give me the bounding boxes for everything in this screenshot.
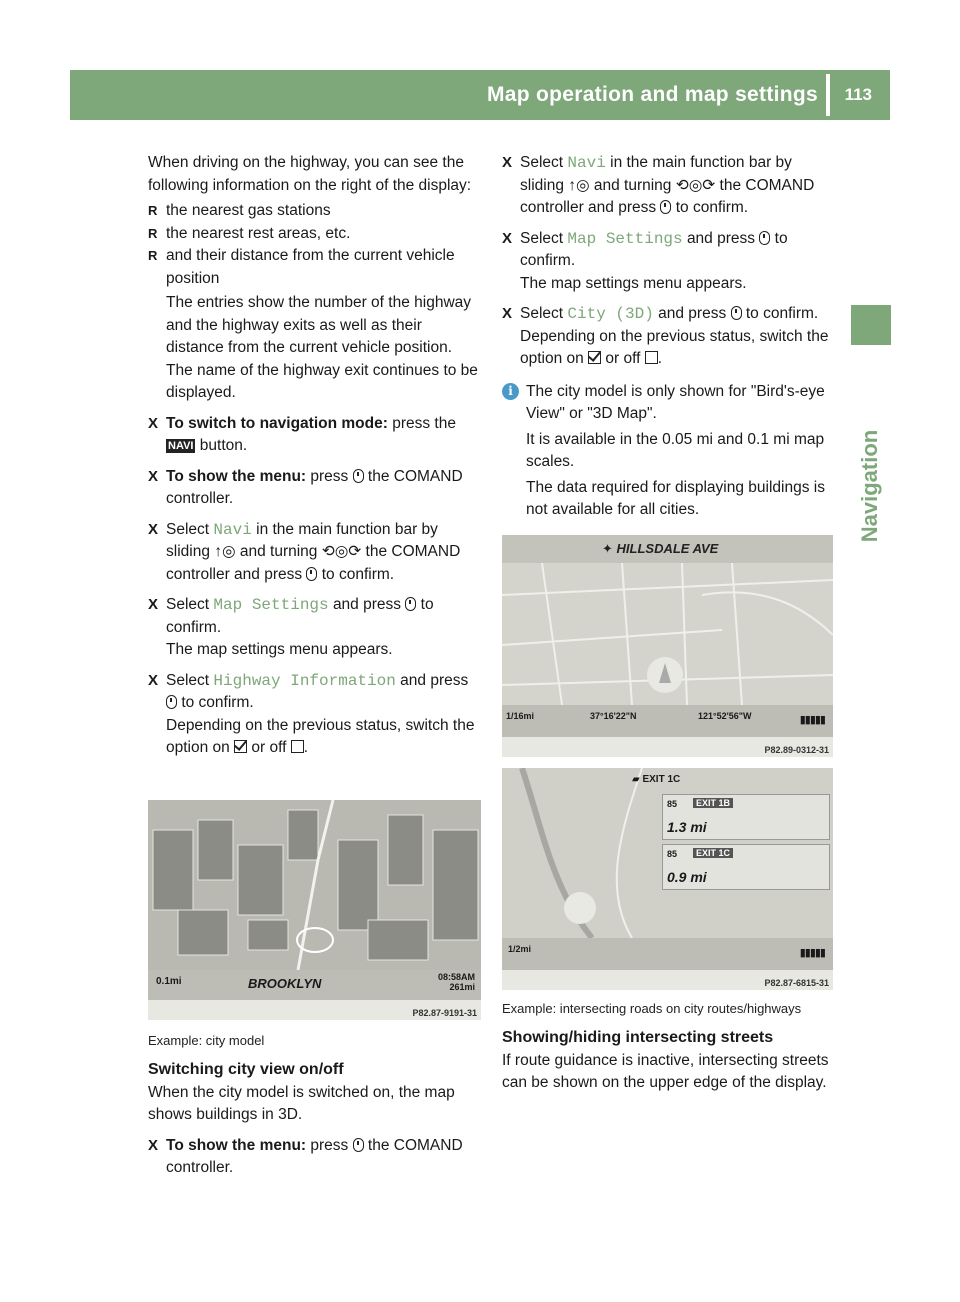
page-header <box>70 70 890 120</box>
route-shield: 85 <box>667 799 678 809</box>
route-shield: 85 <box>667 849 678 859</box>
list-item: R the nearest gas stations <box>148 200 481 223</box>
checkbox-off-icon <box>291 740 304 753</box>
slide-up-icon: ↑◎ <box>568 176 590 194</box>
map-status: 08:58AM 261mi <box>437 972 475 992</box>
step-show-menu: X To show the menu: press the COMAND controller. <box>148 466 481 511</box>
right-column <box>502 152 835 525</box>
chapter-tab-label: Navigation <box>857 429 882 543</box>
info-icon: i <box>502 383 519 400</box>
controller-press-icon <box>731 306 742 320</box>
image-code: P82.87-6815-31 <box>764 978 829 988</box>
figure-caption: Example: intersecting roads on city routes/highways <box>502 1001 802 1016</box>
checkbox-on-icon <box>234 740 247 753</box>
controller-press-icon <box>759 231 770 245</box>
step-select-navi: X Select Navi in the main function bar by sliding ↑◎ and turning ⟲◎⟳ the COMAND controller and press to confirm. <box>502 152 835 220</box>
step-show-menu: X To show the menu: press the COMAND controller. <box>148 1135 481 1180</box>
step-note: The map settings menu appears. <box>520 274 747 292</box>
controller-press-icon <box>353 1138 364 1152</box>
figure-caption: Example: city model <box>148 1033 265 1048</box>
image-code: P82.89-0312-31 <box>764 745 829 755</box>
highway-info-screenshot <box>502 768 833 990</box>
map-scale: 1/2mi <box>508 944 532 954</box>
checkbox-off-icon <box>645 351 658 364</box>
exit-entry-2 <box>662 844 830 890</box>
left-column-bottom <box>148 1032 481 1180</box>
step-navigation-mode: X To switch to navigation mode: press the NAVI button. <box>148 413 481 458</box>
list-item: R and their distance from the current vehicle position The entries show the number of the highway and the highway exits as well as their distance from the current vehicle position. The name of the highway exit continues to be displayed. <box>148 245 481 405</box>
section-heading: Showing/hiding intersecting streets <box>502 1029 774 1046</box>
step-note: Depending on the previous status, switch the option on or off . <box>520 327 829 367</box>
longitude: 121°52'56"W <box>698 711 752 721</box>
left-column <box>148 152 481 760</box>
header-divider <box>826 74 830 116</box>
map-scale: 0.1mi <box>156 976 182 987</box>
step-note: The map settings menu appears. <box>166 641 393 658</box>
exit-distance: 0.9 mi <box>667 869 707 885</box>
image-code: P82.87-9191-31 <box>412 1008 477 1018</box>
exit-label: EXIT 1B <box>693 798 733 808</box>
upcoming-exit: ▰ EXIT 1C <box>632 774 681 785</box>
chapter-tab <box>848 356 892 616</box>
section-title: Map operation and map settings <box>486 83 818 106</box>
map-place-name: BROOKLYN <box>248 976 322 991</box>
step-select-map-settings: X Select Map Settings and press to confirm. The map settings menu appears. <box>148 594 481 662</box>
step-select-navi: X Select Navi in the main function bar by sliding ↑◎ and turning ⟲◎⟳ the COMAND controller and press to confirm. <box>148 519 481 587</box>
city-model-screenshot <box>148 800 481 1020</box>
exit-distance: 1.3 mi <box>667 819 707 835</box>
section-paragraph: When the city model is switched on, the map shows buildings in 3D. <box>148 1083 455 1123</box>
step-select-map-settings: X Select Map Settings and press to confirm. The map settings menu appears. <box>502 228 835 296</box>
slide-up-icon: ↑◎ <box>214 543 236 560</box>
signal-strength-icon: ▮▮▮▮▮ <box>799 947 825 959</box>
exit-entry-1 <box>662 794 830 840</box>
info-note: i The city model is only shown for "Bird's-eye View" or "3D Map". It is available in the 0.05 mi and 0.1 mi map scales. The data required for displaying buildings is not available for all cities. <box>502 381 835 522</box>
signal-strength-icon: ▮▮▮▮▮ <box>799 714 825 726</box>
chapter-tab-marker <box>851 305 891 345</box>
step-note: Depending on the previous status, switch the option on or off . <box>166 716 475 756</box>
checkbox-on-icon <box>588 351 601 364</box>
step-select-city-3d: X Select City (3D) and press to confirm. Depending on the previous status, switch the option on or off . <box>502 303 835 371</box>
latitude: 37°16'22"N <box>590 711 637 721</box>
intro-text: When driving on the highway, you can see the following information on the right of the display: <box>148 154 472 194</box>
turn-icon: ⟲◎⟳ <box>321 543 362 560</box>
street-name: ✦ HILLSDALE AVE <box>602 541 719 556</box>
controller-press-icon <box>405 597 416 611</box>
right-column-bottom <box>502 1000 835 1098</box>
section-paragraph: If route guidance is inactive, intersecting streets can be shown on the upper edge of the display. <box>502 1051 829 1091</box>
map-scale: 1/16mi <box>506 711 535 721</box>
section-heading: Switching city view on/off <box>148 1061 344 1078</box>
turn-icon: ⟲◎⟳ <box>675 176 716 194</box>
list-item: R the nearest rest areas, etc. <box>148 223 481 246</box>
navi-button-icon: NAVI <box>168 440 194 452</box>
bullet-note: The entries show the number of the highway and the highway exits as well as their distance from the current vehicle position. The name of the highway exit continues to be displayed. <box>166 294 478 401</box>
controller-press-icon <box>306 567 317 581</box>
street-map-screenshot <box>502 535 833 757</box>
page-number: 113 <box>844 85 872 104</box>
exit-label: EXIT 1C <box>693 848 733 858</box>
controller-press-icon <box>166 695 177 709</box>
controller-press-icon <box>353 469 364 483</box>
controller-press-icon <box>660 200 671 214</box>
step-select-highway-info: X Select Highway Information and press to confirm. Depending on the previous status, switch the option on or off . <box>148 670 481 760</box>
street-map-illustration <box>502 535 833 757</box>
